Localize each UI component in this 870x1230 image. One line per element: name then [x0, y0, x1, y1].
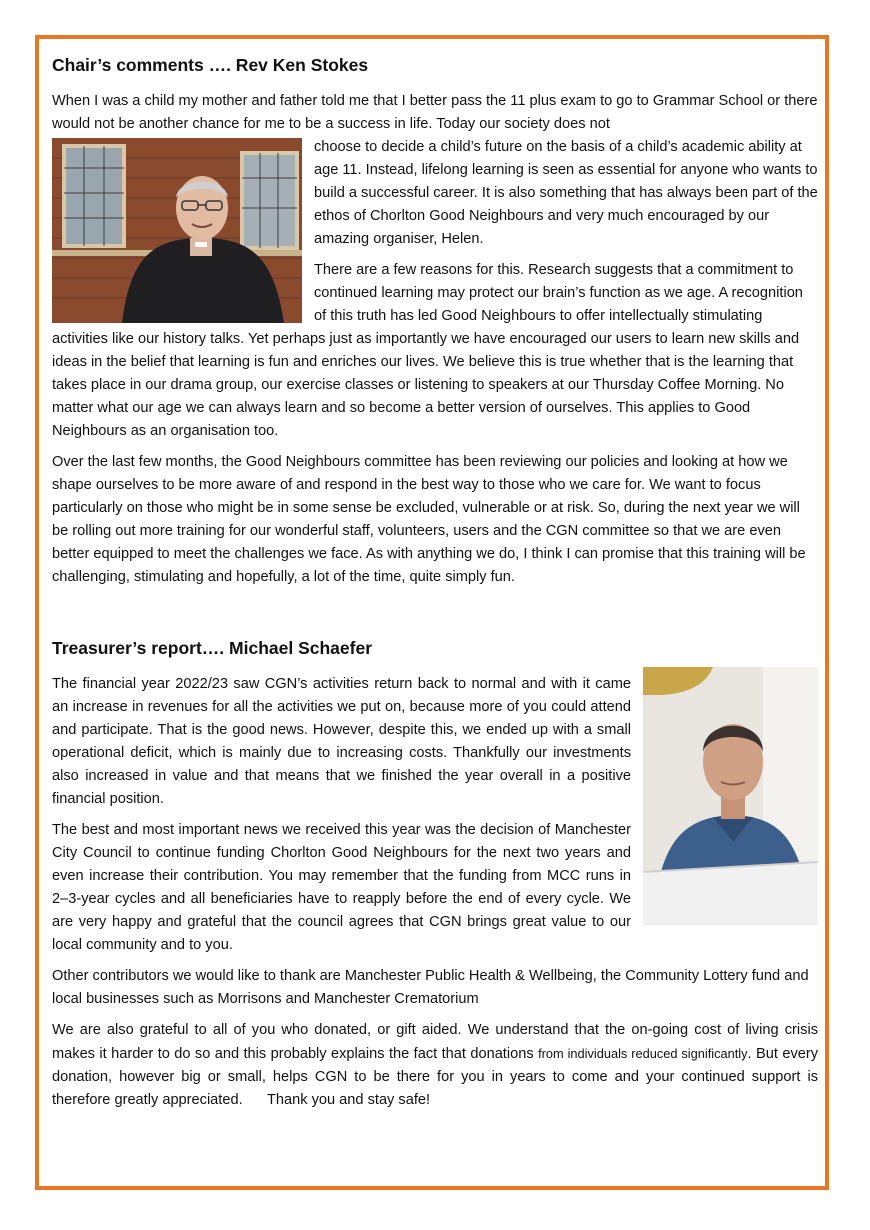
chair-paragraph-2: There are a few reasons for this. Research suggests that a commitment to continued learning may protect our brain’s function as we age. A recognition of this truth has led Good Neighbours to offer intellectually stimulating activities like our history talks. Yet perhaps just as importantly we have encouraged our users to learn new skills and ideas in the belief that learning is fun and enriches our lives. We believe this is true whether that is the learning that takes place in our drama group, our exercise classes or listening to speakers at our Thursday Coffee Morning. No matter what our age we can always learn and so become a better version of ourselves. This applies to Good Neighbours as an organisation too.: [52, 262, 803, 439]
chair-paragraph-3: Over the last few months, the Good Neighbours committee has been reviewing our policies and looking at how we shape ourselves to be more aware of and respond in the best way to those who we care for. We want to focus particularly on those who might be in some sense be excluded, vulnerable or at risk. So, during the next year we will be rolling out more training for our wonderful staff, volunteers, users and the CGN committee so that we are even better equipped to meet the challenges we face. As with anything we do, I think I can promise that this training will be challenging, stimulating and hopefully, a lot of the time, quite simply fun.: [52, 454, 806, 585]
treasurer-signoff: Thank you and stay safe!: [266, 1092, 431, 1108]
treasurer-heading: Treasurer’s report…. Michael Schaefer: [52, 638, 372, 658]
chair-portrait-photo: [52, 138, 302, 323]
treasurer-paragraph-4-text-b: . But every donation, however big or small, helps CGN to be there for you in years to come and your continued support is therefore greatly appreciated.: [52, 1046, 819, 1108]
section-spacer: [52, 597, 818, 637]
treasurer-paragraph-3: Other contributors we would like to thank are Manchester Public Health & Wellbeing, the Community Lottery fund and local businesses such as Morrisons and Manchester Crematorium: [52, 968, 809, 1007]
treasurer-portrait-photo: [643, 667, 818, 925]
treasurer-paragraph-4-text-a: We are also grateful to all of you who donated, or gift aided. We understand that the on-going cost of living crisis makes it harder to do so and this probably explains the fact that donations: [52, 1022, 818, 1062]
treasurer-paragraph-1: The financial year 2022/23 saw CGN’s activities return back to normal and with it came an increase in revenues for all the activities we put on, because more of you could attend and participate. That is the good news. However, despite this, we ended up with a small operational deficit, which is mainly due to increasing costs. Thankfully our investments also increased in value and that means that we finished the year overall in a positive financial position.: [52, 676, 631, 807]
document-body: [52, 54, 818, 1120]
treasurer-paragraph-4-small-text: from individuals reduced significantly: [538, 1046, 748, 1061]
treasurer-paragraph-2: The best and most important news we received this year was the decision of Manchester City Council to continue funding Chorlton Good Neighbours for the next two years and even increase their contribution. You may remember that the funding from MCC runs in 2–3-year cycles and all beneficiaries have to reapply before the end of every cycle. We are very happy and grateful that the council agrees that CGN brings great value to our local community and to you.: [52, 822, 631, 953]
chair-paragraph-1-continued: choose to decide a child’s future on the basis of a child’s academic ability at age 11. Instead, lifelong learning is seen as essential for anyone who wants to build a successful career. It is also something that has always been part of the ethos of Chorlton Good Neighbours and very much encouraged by our amazing organiser, Helen.: [314, 139, 818, 247]
chair-heading: Chair’s comments …. Rev Ken Stokes: [52, 55, 369, 75]
chair-paragraph-1-lead: When I was a child my mother and father told me that I better pass the 11 plus exam to go to Grammar School or there would not be another chance for me to be a success in life. Today our society does not: [52, 93, 818, 132]
treasurer-paragraph-4: [52, 1019, 818, 1112]
